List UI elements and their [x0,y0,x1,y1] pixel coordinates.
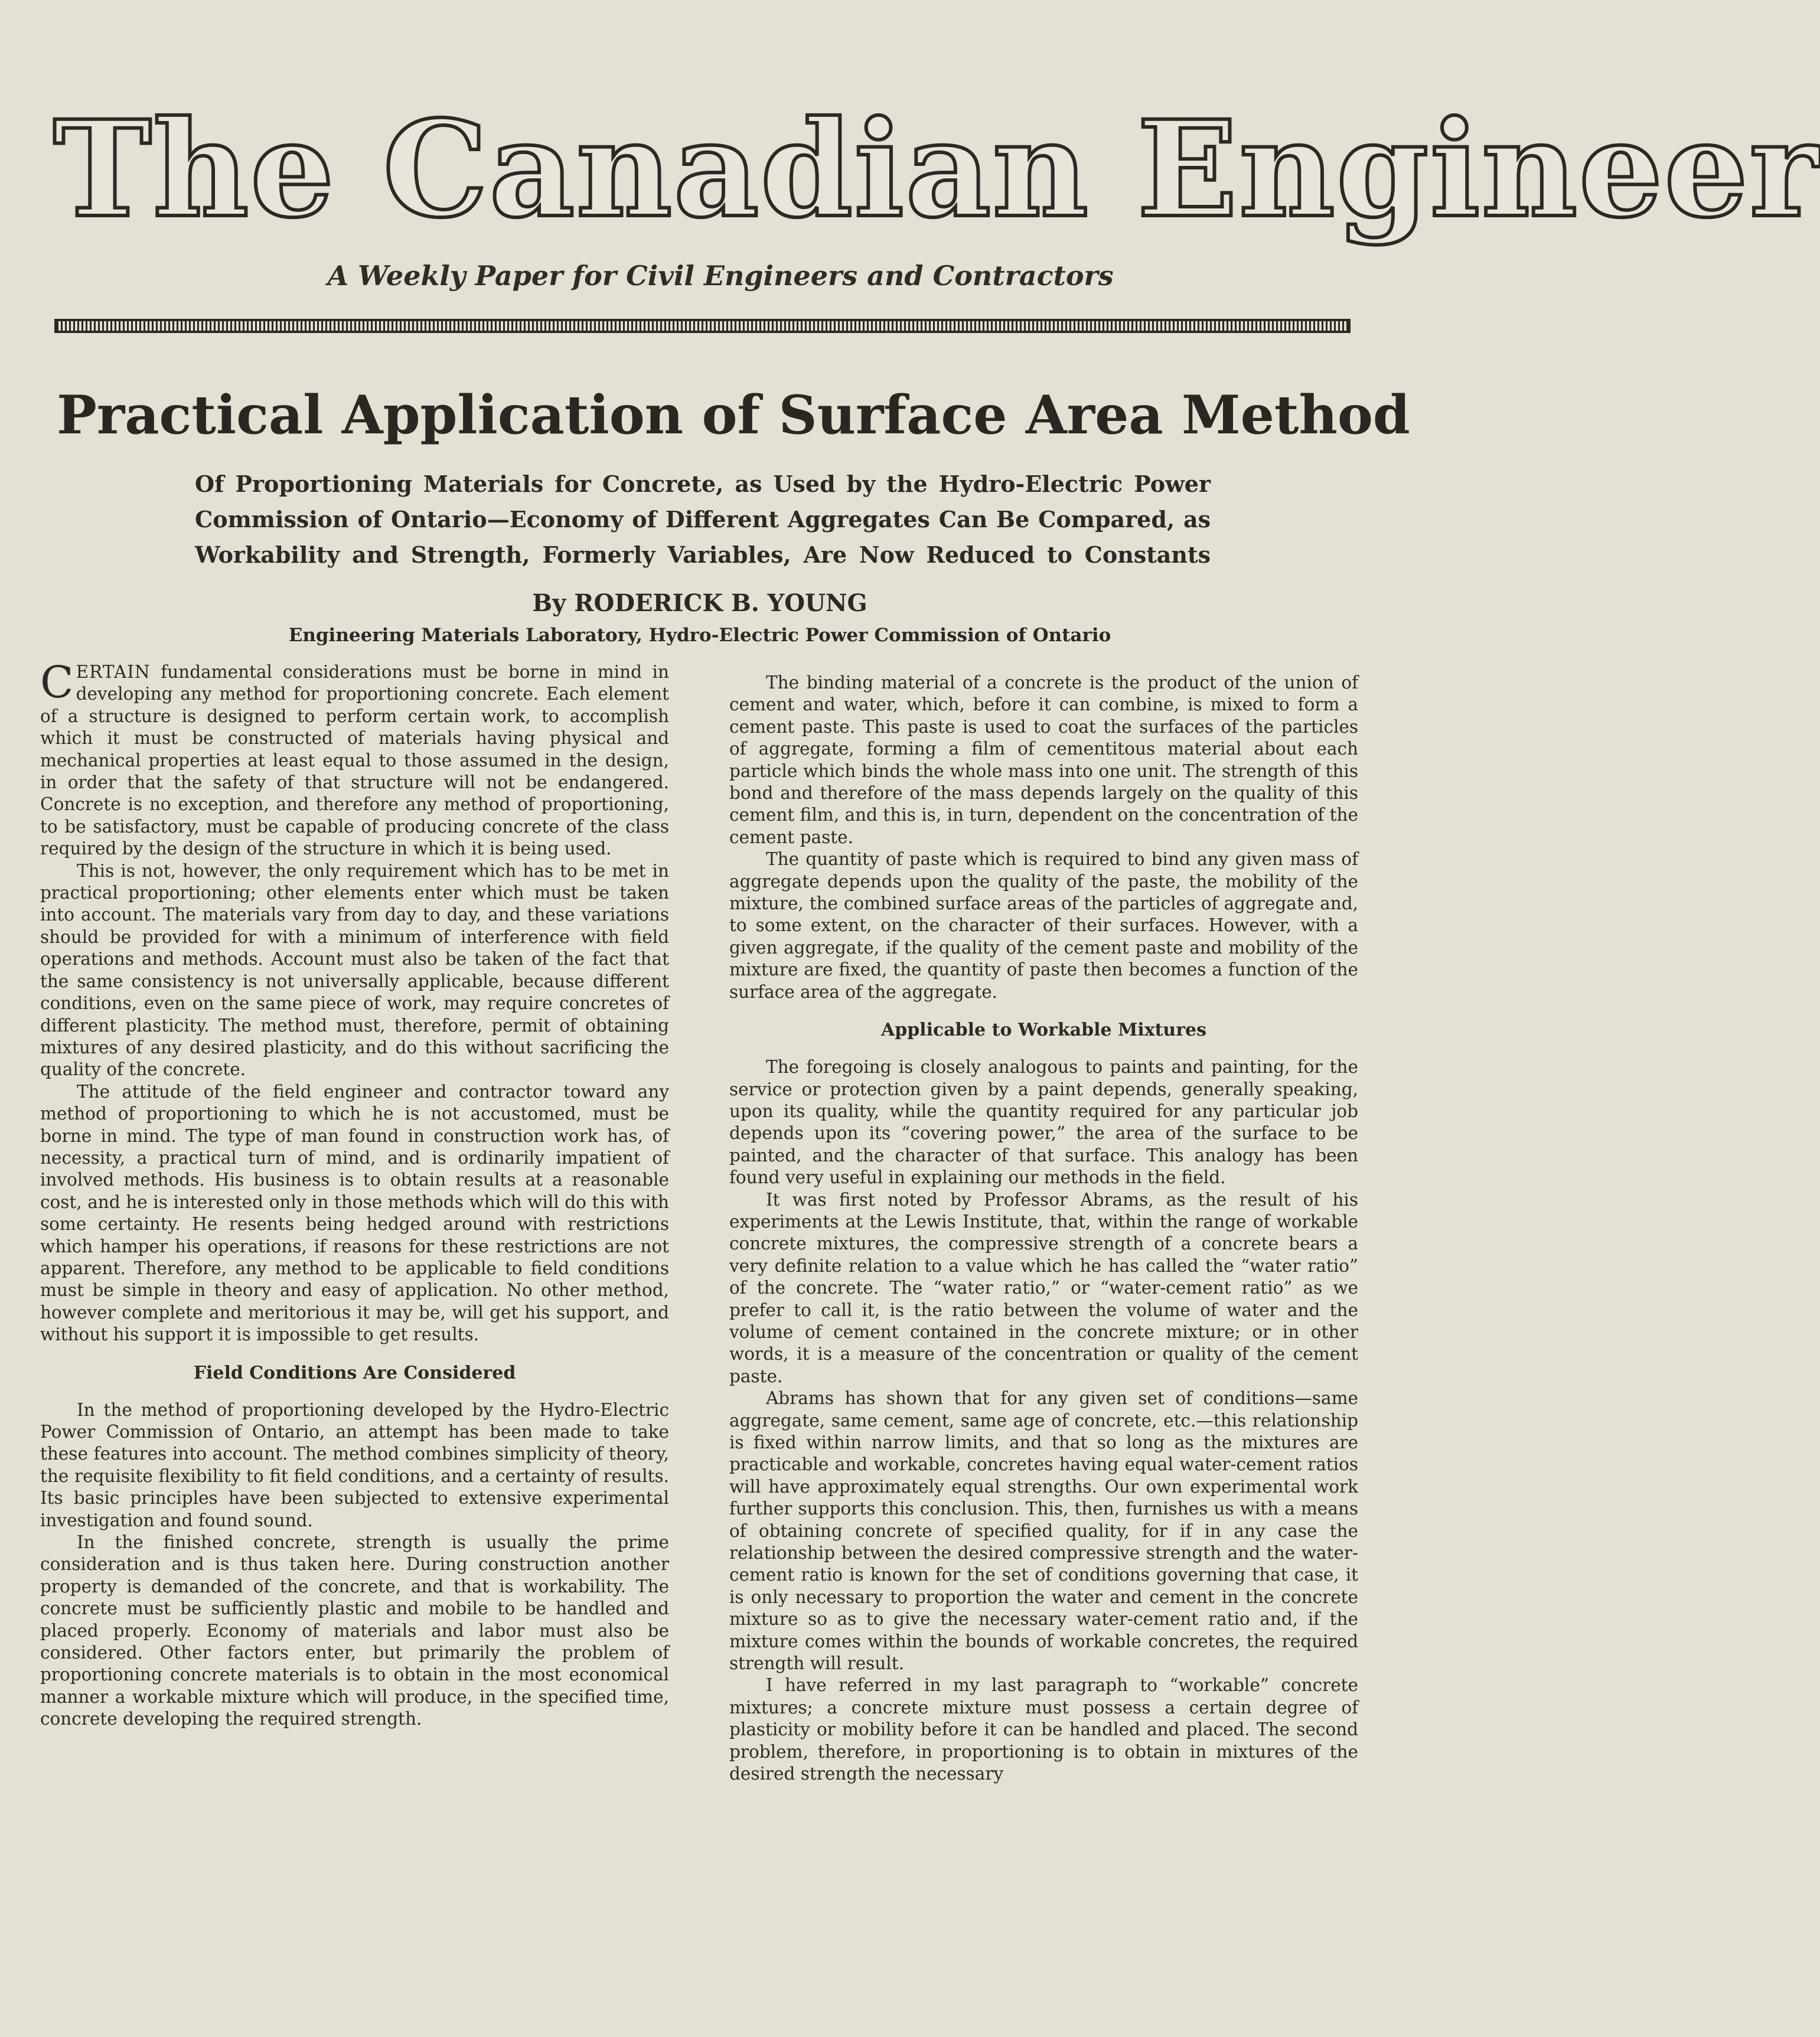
masthead-tagline: A Weekly Paper for Civil Engineers and Contractors [327,260,1114,292]
article-byline: By RODERICK B. YOUNG [532,589,867,617]
paragraph: In the method of proportioning developed by the Hydro-Electric Power Commission of Ontario, an attempt has been made to take these features into account. The method combines simplicity of theory, the requisite flexibility to fit field conditions, and a certainty of results. Its basic principles have been subjected to extensive experimental investigation and found sound. [40,1399,669,1530]
paragraph: The quantity of paste which is required to bind any given mass of aggregate depends upon the quality of the paste, the mobility of the mixture, the combined surface areas of the particles of aggregate and, to some extent, on the character of their surfaces. However, with a given aggregate, if the quality of the cement paste and mobility of the mixture are fixed, the quantity of paste then becomes a function of the surface area of the aggregate. [729,849,1358,1002]
paragraph-text: fundamental considerations must be borne in mind in developing any method for proportioning concrete. Each element of a structure is designed to perform certain work, to accomplish which it must be constructed of materials having physical and mechanical properties at least equal to those assumed in the design, in order that the safety of that structure will not be endangered. Concrete is no exception, and therefore any method of proportioning, to be satisfactory, must be capable of producing concrete of the class required by the design of the structure in which it is being used. [40,662,669,859]
left-column [40,657,669,1731]
section-heading: Field Conditions Are Considered [193,1362,516,1383]
paragraph: The attitude of the field engineer and contractor toward any method of proportioning to which he is not accustomed, must be borne in mind. The type of man found in construction work has, of necessity, a practical turn of mind, and is ordinarily impatient of involved methods. His business is to obtain results at a reasonable cost, and he is interested only in those methods which will do this with some certainty. He resents being hedged around with restrictions which hamper his operations, if reasons for these restrictions are not apparent. Therefore, any method to be applicable to field conditions must be simple in theory and easy of application. No other method, however complete and meritorious it may be, will get his support, and without his support it is impossible to get results. [40,1081,669,1345]
author-affiliation: Engineering Materials Laboratory, Hydro-Electric Power Commission of Ontario [288,625,1111,646]
paragraph: I have referred in my last paragraph to “workable” concrete mixtures; a concrete mixture must possess a certain degree of plasticity or mobility before it can be handled and placed. The second problem, therefore, in proportioning is to obtain in mixtures of the desired strength the necessary [729,1675,1358,1784]
lead-caps: ERTAIN [76,662,151,682]
article-subhead: Of Proportioning Materials for Concrete, as Used by the Hydro-Electric Power Commission of Ontario—Economy of Different Aggregates Can Be Compared, as Workability and Strength, Formerly Variables, Are Now Reduced to Constants [195,471,1211,568]
paragraph: It was first noted by Professor Abrams, as the result of his experiments at the Lewis Institute, that, within the range of workable concrete mixtures, the compressive strength of a concrete bears a very definite relation to a value which he has called the “water ratio” of the concrete. The “water ratio,” or “water-cement ratio” as we prefer to call it, is the ratio between the volume of water and the volume of cement contained in the concrete mixture; or in other words, it is a measure of the concentration or quality of the cement paste. [729,1189,1358,1386]
paragraph: This is not, however, the only requirement which has to be met in practical proportioning; other elements enter which must be taken into account. The materials vary from day to day, and these variations should be provided for with a minimum of interference with field operations and methods. Account must also be taken of the fact that the same consistency is not universally applicable, because different conditions, even on the same piece of work, may require concretes of different plasticity. The method must, therefore, permit of obtaining mixtures of any desired plasticity, and do this without sacrificing the quality of the concrete. [40,860,669,1080]
paragraph: The foregoing is closely analogous to paints and painting, for the service or protection given by a paint depends, generally speaking, upon its quality, while the quantity required for any particular job depends upon its “covering power,” the area of the surface to be painted, and the character of that surface. This analogy has been found very useful in explaining our methods in the field. [729,1057,1358,1188]
section-heading: Applicable to Workable Mixtures [880,1020,1207,1041]
ornamental-rule [54,319,1351,333]
right-column [729,672,1358,1785]
drop-cap: C [40,657,74,708]
paragraph: Abrams has shown that for any given set of conditions—same aggregate, same cement, same age of concrete, etc.—this relationship is fixed within narrow limits, and that so long as the mixtures are practicable and workable, concretes having equal water-cement ratios will have approximately equal strengths. Our own experimental work further supports this conclusion. This, then, furnishes us with a means of obtaining concrete of specified quality, for if in any case the relationship between the desired compressive strength and the water-cement ratio is known for the set of conditions governing that case, it is only necessary to proportion the water and cement in the concrete mixture so as to give the necessary water-cement ratio and, if the mixture comes within the bounds of workable concretes, the required strength will result. [729,1388,1358,1674]
paragraph [40,657,669,860]
article-headline: Practical Application of Surface Area Method [57,384,1410,446]
paragraph: The binding material of a concrete is the product of the union of cement and water, which, before it can combine, is mixed to form a cement paste. This paste is used to coat the surfaces of the particles of aggregate, forming a film of cementitous material about each particle which binds the whole mass into one unit. The strength of this bond and therefore of the mass depends largely on the quality of this cement film, and this is, in turn, dependent on the concentration of the cement paste. [729,673,1358,847]
paragraph: In the finished concrete, strength is usually the prime consideration and is thus taken here. During construction another property is demanded of the concrete, and that is workability. The concrete must be sufficiently plastic and mobile to be handled and placed properly. Economy of materials and labor must also be considered. Other factors enter, but primarily the problem of proportioning concrete materials is to obtain in the most economical manner a workable mixture which will produce, in the specified time, concrete developing the required strength. [40,1532,669,1729]
masthead-title: The Canadian Engineer [53,92,1820,247]
